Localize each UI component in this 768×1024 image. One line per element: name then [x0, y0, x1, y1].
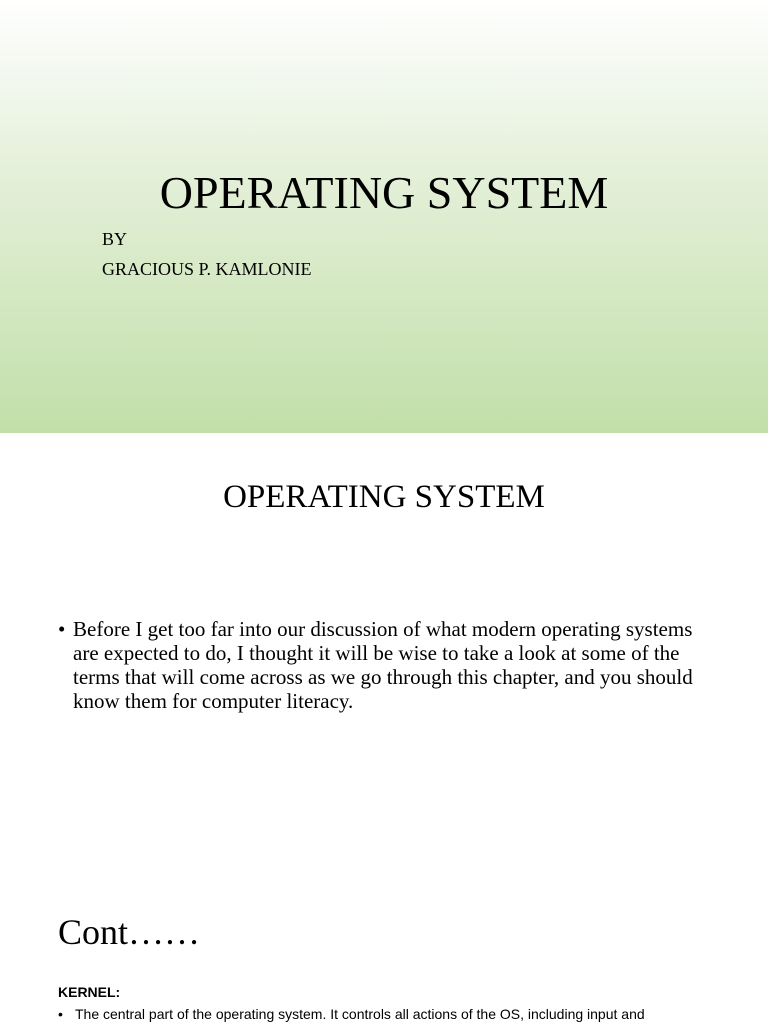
list-item	[58, 1006, 718, 1023]
bullet-icon: •	[58, 617, 66, 641]
bullet-list	[58, 617, 718, 713]
author-name: GRACIOUS P. KAMLONIE	[102, 259, 312, 279]
slide-title: OPERATING SYSTEM	[159, 167, 609, 218]
bullet-text: The central part of the operating system. It controls all actions of the OS, including input and	[75, 1006, 645, 1022]
bullet-text: Before I get too far into our discussion of what modern operating systems are expected to do, I thought it will be wise to take a look at some of the terms that will come across as we go through this chapter, and you should know them for computer literacy.	[73, 617, 693, 713]
kernel-slide	[0, 867, 768, 1024]
title-slide	[0, 0, 768, 433]
term-heading: KERNEL:	[58, 984, 121, 1000]
intro-slide	[0, 433, 768, 867]
byline-label: BY	[102, 229, 128, 249]
bullet-list	[58, 1006, 718, 1023]
list-item	[58, 617, 718, 713]
bullet-icon: •	[58, 1006, 63, 1022]
slide-title: Cont……	[58, 912, 201, 952]
slide-title: OPERATING SYSTEM	[223, 479, 545, 515]
